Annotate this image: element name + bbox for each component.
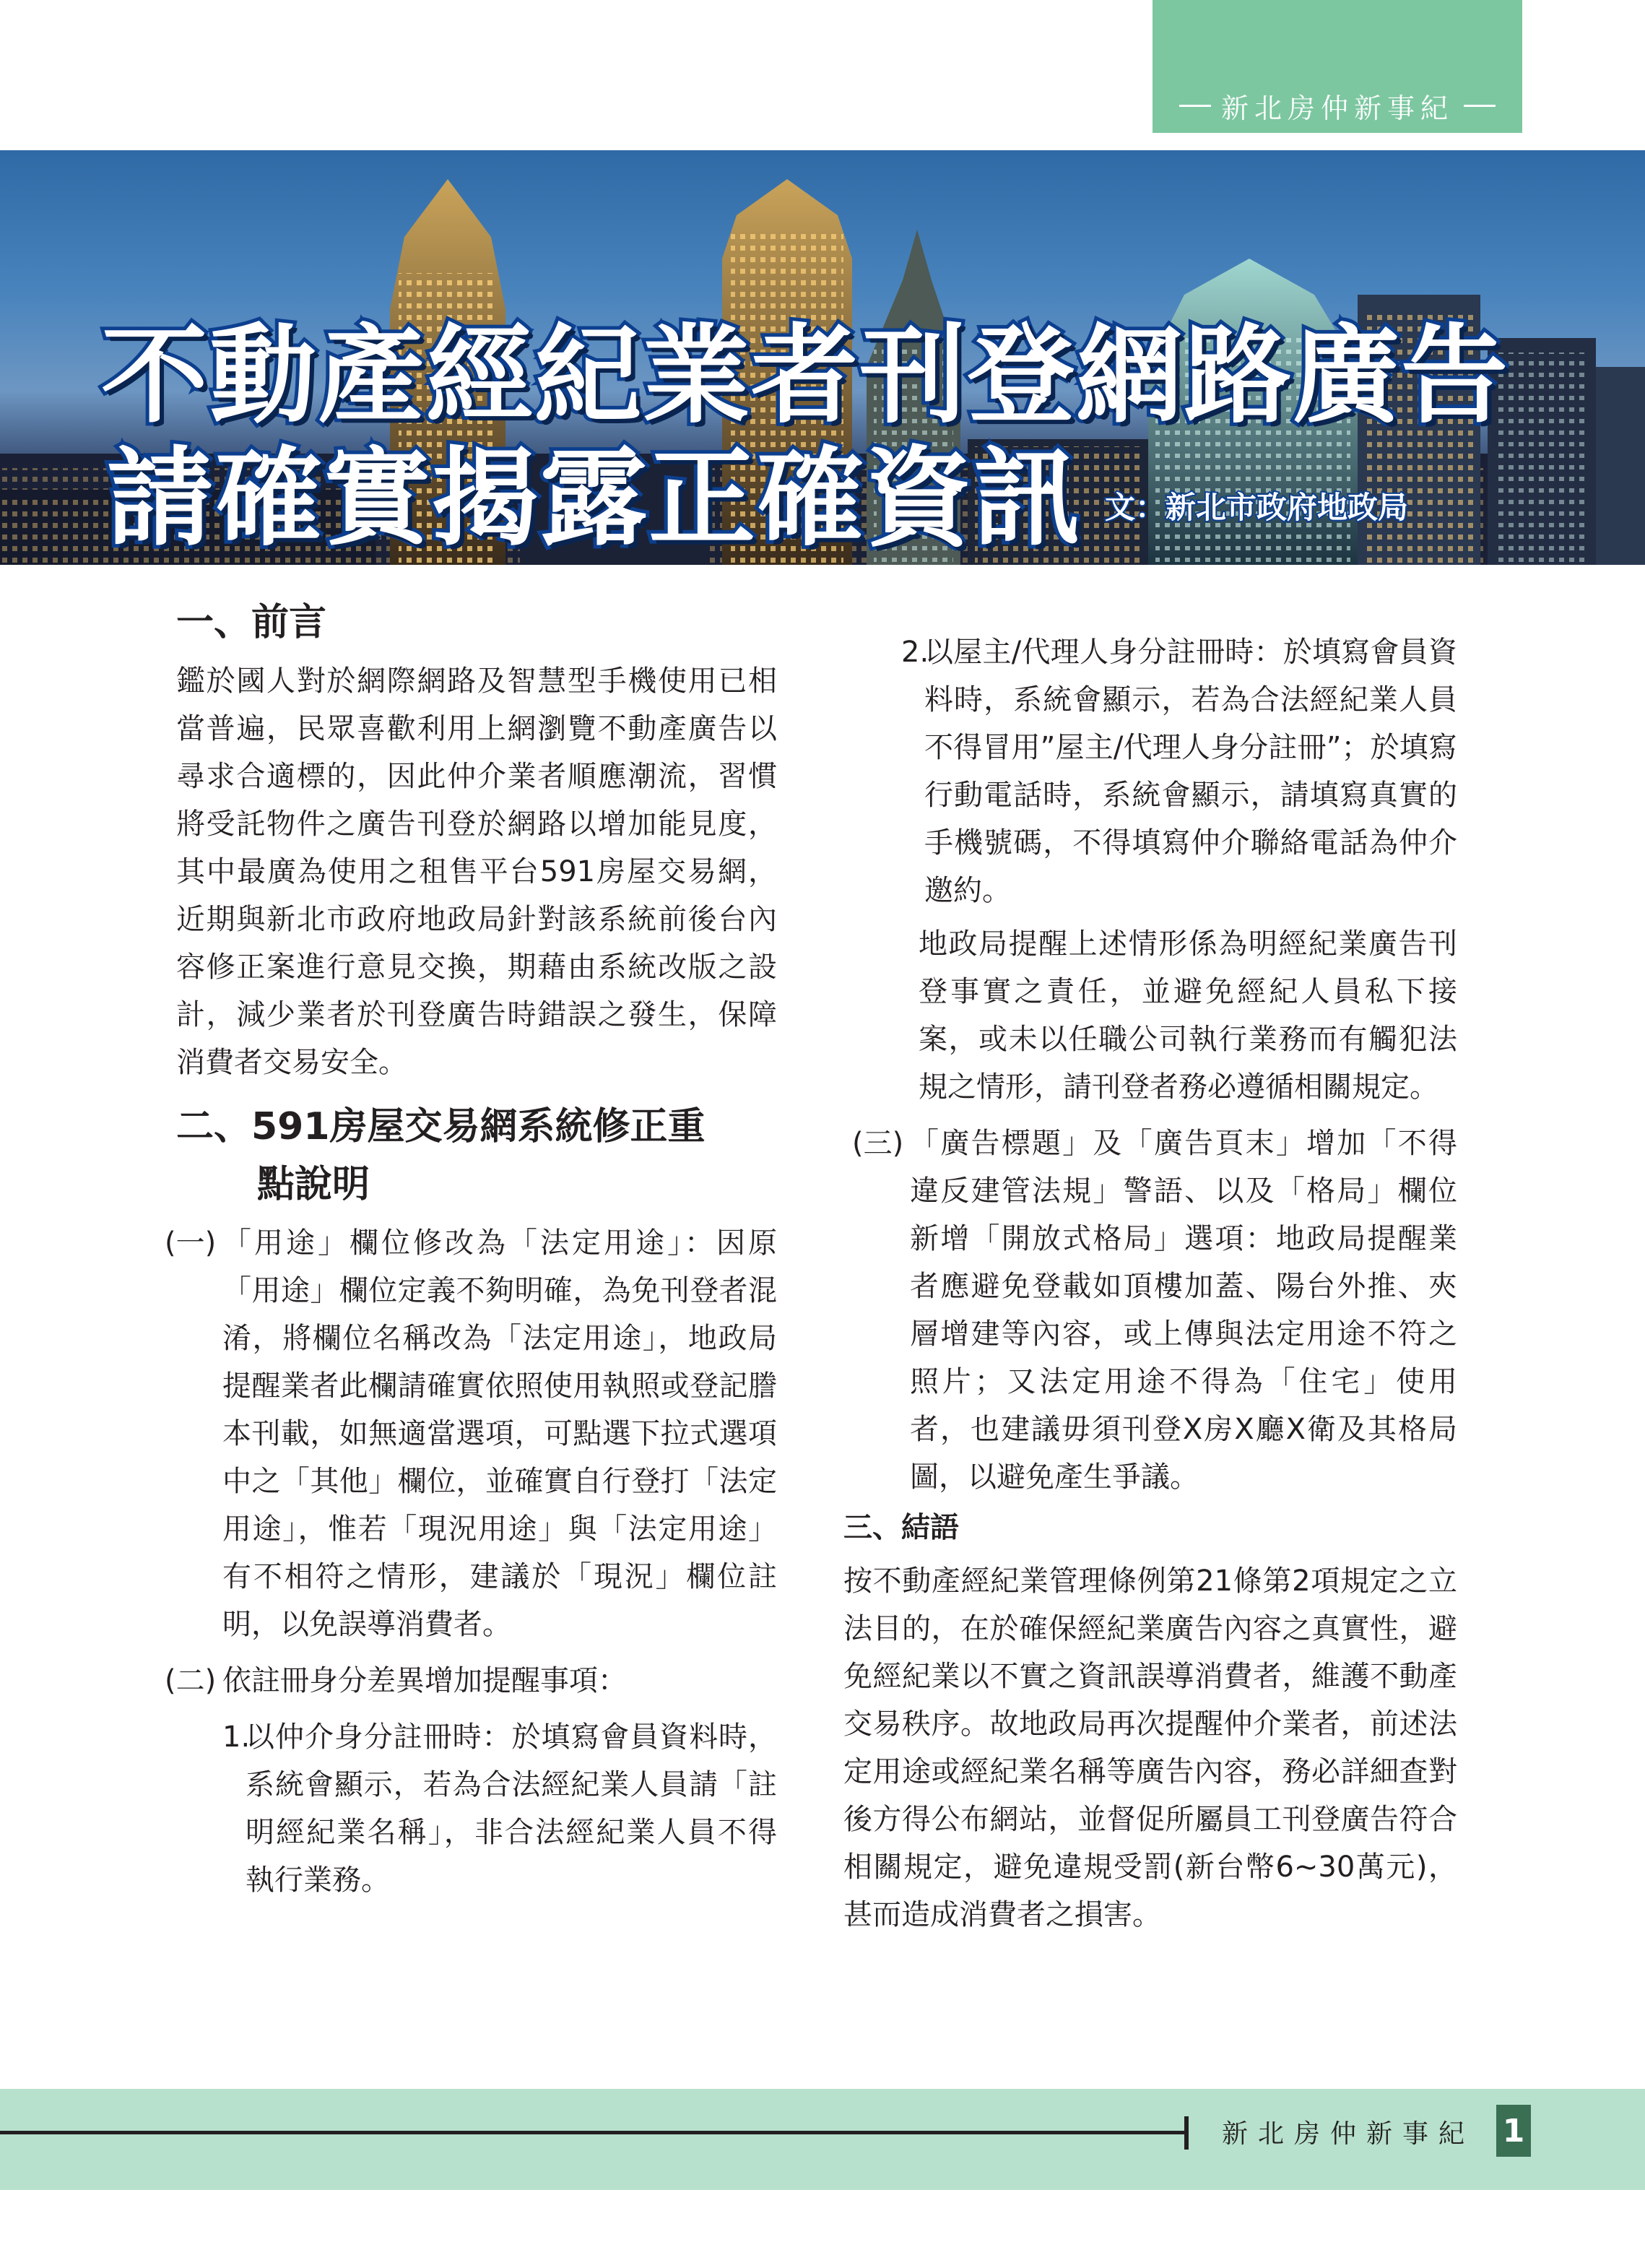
sub-marker: 2. (901, 636, 929, 669)
sub-item-text: 以屋主/代理人身分註冊時：於填寫會員資料時，系統會顯示，若為合法經紀業人員不得冒用”屋主/代理人身分註冊”；於填寫行動電話時，系統會顯示，請填寫真實的手機號碼，不得填寫仲介聯絡電話為仲介邀約。 (924, 636, 1457, 907)
section-heading-intro: 一、前言 (176, 601, 327, 644)
footer-label: 新北房仲新事紀 (1222, 2119, 1475, 2149)
list-item-text: 「廣告標題」及「廣告頁末」增加「不得違反建管法規」警語、以及「格局」欄位新增「開放式格局」選項：地政局提醒業者應避免登載如頂樓加蓋、陽台外推、夾層增建等內容，或上傳與法定用途不符之照片；又法定用途不得為「住宅」使用者，也建議毋須刊登X房X廳X衛及其格局圖，以避免產生爭議。 (910, 1127, 1457, 1494)
sub-item-1 (222, 1713, 777, 1904)
section-heading-changes-line2: 點說明 (257, 1163, 370, 1206)
tab-line-right (1464, 105, 1496, 107)
list-item-2 (165, 1657, 777, 1705)
intro-paragraph: 鑑於國人對於網際網路及智慧型手機使用已相當普遍，民眾喜歡利用上網瀏覽不動產廣告以尋求合適標的，因此仲介業者順應潮流，習慣將受託物件之廣告刊登於網路以增加能見度，其中最廣為使用之租售平台591房屋交易網，近期與新北市政府地政局針對該系統前後台內容修正案進行意見交換，期藉由系統改版之設計，減少業者於刊登廣告時錯誤之發生，保障消費者交易安全。 (176, 665, 777, 1079)
section-label: 新北房仲新事紀 (1220, 92, 1454, 124)
section-heading-conclusion: 三、結語 (843, 1511, 959, 1544)
section-label-row (1153, 85, 1522, 126)
right-column (843, 628, 1457, 1939)
sub-marker: 1. (222, 1721, 251, 1754)
sub-item-2 (901, 628, 1457, 914)
headline-line-2: 請確實揭露正確資訊 (107, 436, 1082, 560)
sub-item-text: 以仲介身分註冊時：於填寫會員資料時，系統會顯示，若為合法經紀業人員請「註明經紀業名稱」，非合法經紀業人員不得執行業務。 (246, 1721, 777, 1897)
headline-line-1: 不動產經紀業者刊登網路廣告 (101, 313, 1509, 438)
list-marker: (一) (165, 1226, 217, 1260)
byline: 文：新北市政府地政局 (1105, 490, 1409, 525)
footer-rule (0, 2131, 1184, 2134)
footer-divider (1184, 2116, 1189, 2150)
section-heading-changes-line1: 二、591房屋交易網系統修正重 (176, 1105, 706, 1148)
tab-line-left (1179, 105, 1211, 107)
reminder-paragraph: 地政局提醒上述情形係為明經紀業廣告刊登事實之責任，並避免經紀人員私下接案，或未以任職公司執行業務而有觸犯法規之情形，請刊登者務必遵循相關規定。 (919, 927, 1457, 1104)
list-marker: (二) (165, 1664, 217, 1697)
title-banner (0, 150, 1645, 565)
left-column (165, 594, 777, 1904)
list-item-text: 依註冊身分差異增加提醒事項： (222, 1664, 627, 1697)
page-number: 1 (1496, 2105, 1531, 2157)
section-tab (1153, 0, 1522, 133)
list-item-3 (852, 1120, 1457, 1501)
list-item-text: 「用途」欄位修改為「法定用途」：因原「用途」欄位定義不夠明確，為免刊登者混淆，將欄位名稱改為「法定用途」，地政局提醒業者此欄請確實依照使用執照或登記謄本刊載，如無適當選項，可點選下拉式選項中之「其他」欄位，並確實自行登打「法定用途」，惟若「現況用途」與「法定用途」有不相符之情形，建議於「現況」欄位註明，以免誤導消費者。 (222, 1226, 777, 1641)
list-item-1 (165, 1219, 777, 1648)
conclusion-paragraph: 按不動產經紀業管理條例第21條第2項規定之立法目的，在於確保經紀業廣告內容之真實性，避免經紀業以不實之資訊誤導消費者，維護不動產交易秩序。故地政局再次提醒仲介業者，前述法定用途或經紀業名稱等廣告內容，務必詳細查對後方得公布網站，並督促所屬員工刊登廣告符合相關規定，避免違規受罰(新台幣6~30萬元)，甚而造成消費者之損害。 (843, 1564, 1457, 1931)
list-marker: (三) (852, 1127, 904, 1160)
section-heading-changes (176, 1098, 777, 1213)
